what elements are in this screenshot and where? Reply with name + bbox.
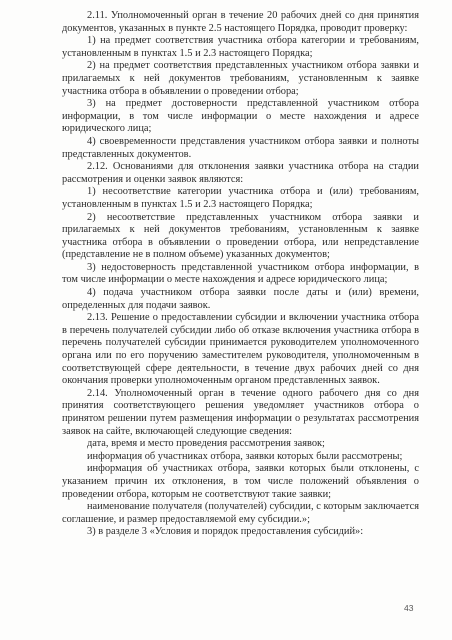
page-number: 43 xyxy=(404,603,414,613)
paragraph-2-11-item-4: 4) своевременности представления участником отбора заявки и полноты представленных документов. xyxy=(62,135,419,160)
paragraph-2-12: 2.12. Основаниями для отклонения заявки участника отбора на стадии рассмотрения и оценки заявок являются: xyxy=(62,161,419,185)
paragraph-2-11-item-3: 3) на предмет достоверности представленной участником отбора информации, в том числе информации о месте нахождения и адресе юридического лица; xyxy=(62,98,419,135)
paragraph-2-14-item-3: информация об участниках отбора, заявки которых были отклонены, с указанием причин их отклонения, в том числе положений объявления о проведении отбора, которым не соответствуют такие заявки; xyxy=(62,463,419,500)
paragraph-2-14-item-1: дата, время и место проведения рассмотрения заявок; xyxy=(87,438,325,450)
paragraph-2-11: 2.11. Уполномоченный орган в течение 20 рабочих дней со дня принятия документов, указанных в пункте 2.5 настоящего Порядка, проводит проверку: xyxy=(62,10,419,34)
paragraph-2-13: 2.13. Решение о предоставлении субсидии и включении участника отбора в перечень получателей субсидии либо об отказе включения участника отбора в перечень получателей субсидии принимается руководителем уполномоченного органа или по его поручению заместителем руководителя, уполномоченным в соответствующей сфере деятельности, в течение двух рабочих дней со дня окончания проверки уполномоченным органом представленных заявок. xyxy=(62,312,419,387)
paragraph-2-11-item-2: 2) на предмет соответствия представленных участником отбора заявки и прилагаемых к ней документов требованиям, установленным к заявке участника отбора в объявлении о проведении отбора; xyxy=(62,60,419,97)
paragraph-2-12-item-4: 4) подача участником отбора заявки после даты и (или) времени, определенных для подачи заявок. xyxy=(62,287,419,311)
paragraph-2-14-item-2: информация об участниках отбора, заявки которых были рассмотрены; xyxy=(87,450,403,462)
paragraph-section-3: 3) в разделе 3 «Условия и порядок предоставления субсидий»: xyxy=(87,526,364,538)
paragraph-2-12-item-1: 1) несоответствие категории участника отбора и (или) требованиям, установленным в пунктах 1.5 и 2.3 настоящего Порядка; xyxy=(62,186,419,210)
paragraph-2-11-item-1: 1) на предмет соответствия участника отбора категории и требованиям, установленным в пунктах 1.5 и 2.3 настоящего Порядка; xyxy=(62,35,419,59)
paragraph-2-14-item-4: наименование получателя (получателей) субсидии, с которым заключается соглашение, и размер предоставляемой ему субсидии.»; xyxy=(62,501,419,525)
paragraph-2-12-item-2: 2) несоответствие представленных участником отбора заявки и прилагаемых к ней документов требованиям, установленным к заявке участника отбора в объявлении о проведении отбора, или непредставление (представление не в полном объеме) указанных документов; xyxy=(62,211,419,261)
document-body xyxy=(62,10,419,539)
paragraph-2-14: 2.14. Уполномоченный орган в течение одного рабочего дня со дня принятия соответствующего решения уведомляет участников отбора о принятом решении путем размещения информации о результатах рассмотрения заявок на сайте, включающей следующие сведения: xyxy=(62,387,419,437)
paragraph-2-12-item-3: 3) недостоверность представленной участником отбора информации, в том числе информации о месте нахождения и адресе юридического лица; xyxy=(62,261,419,286)
